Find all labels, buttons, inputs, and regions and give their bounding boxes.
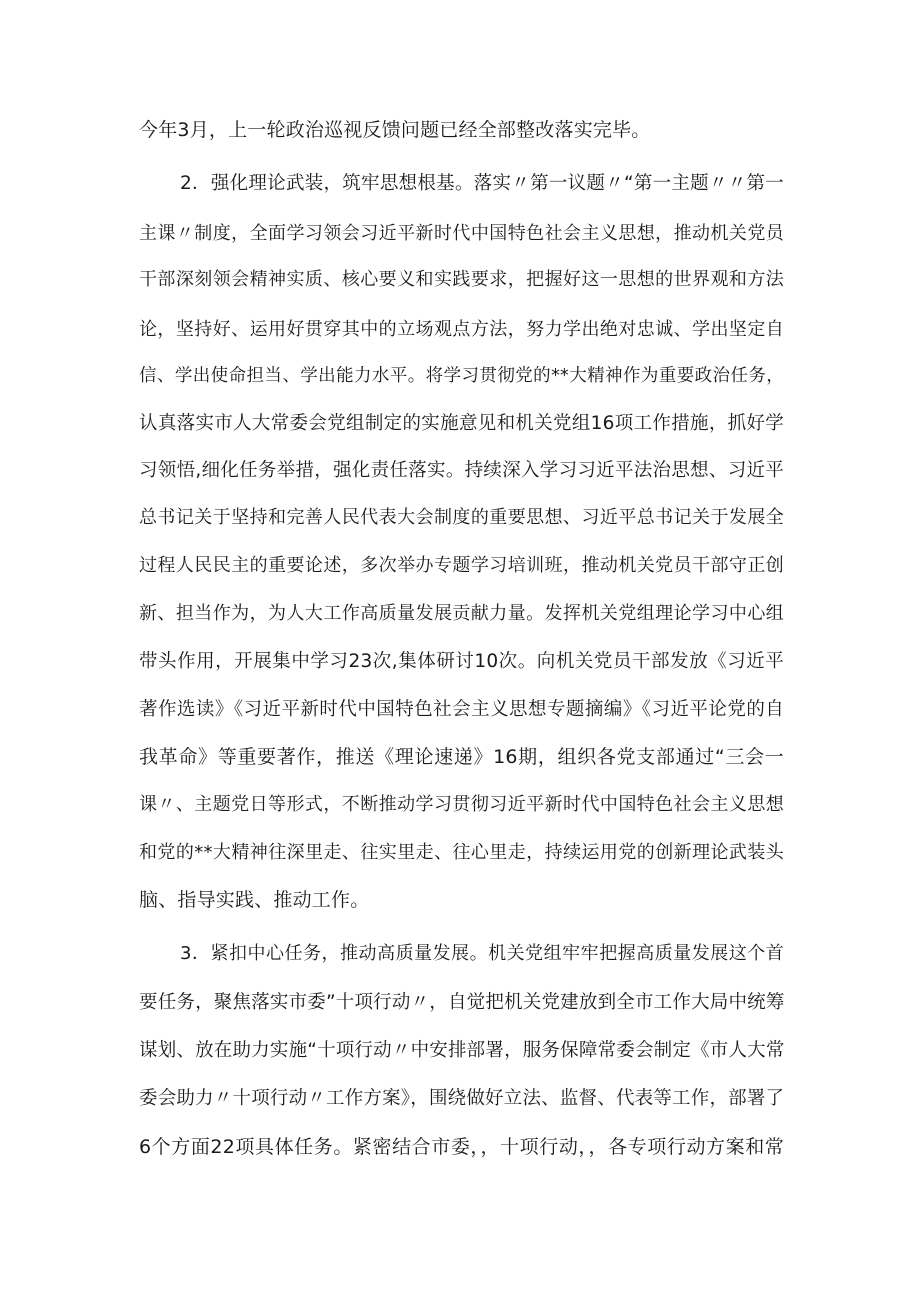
paragraph-3-line-2: 要任务，聚焦落实市委”十项行动〃，自觉把机关党建放到全市工作大局中统筹 [139, 992, 785, 1013]
paragraph-2-line-14: 课〃、主题党日等形式，不断推动学习贯彻习近平新时代中国特色社会主义思想 [139, 794, 784, 815]
paragraph-2-line-11: 带头作用，开展集中学习23次,集体研讨10次。向机关党员干部发放《习近平 [139, 651, 784, 672]
paragraph-3-line-4: 委会助力〃十项行动〃工作方案》，围绕做好立法、监督、代表等工作，部署了 [139, 1088, 785, 1109]
paragraph-2-line-2: 主课〃制度，全面学习领会习近平新时代中国特色社会主义思想，推动机关党员 [139, 223, 784, 244]
paragraph-2-line-4: 论，坚持好、运用好贯穿其中的立场观点方法，努力学出绝对忠诚、学出坚定自 [139, 319, 784, 340]
paragraph-3-line-3: 谋划、放在助力实施“十项行动〃中安排部署，服务保障常委会制定《市人大常 [139, 1040, 785, 1061]
paragraph-2-line-13: 我革命》等重要著作，推送《理论速递》16期，组织各党支部通过“三会一 [139, 746, 784, 768]
paragraph-2-line-6: 认真落实市人大常委会党组制定的实施意见和机关党组16项工作措施，抓好学 [139, 413, 784, 434]
paragraph-2-line-8: 总书记关于坚持和完善人民代表大会制度的重要思想、习近平总书记关于发展全 [139, 507, 784, 528]
paragraph-2-line-10: 新、担当作为，为人大工作高质量发展贡献力量。发挥机关党组理论学习中心组 [139, 603, 784, 624]
paragraph-2-line-15: 和党的**大精神往深里走、往实里走、往心里走，持续运用党的创新理论武装头 [139, 842, 784, 863]
paragraph-2-line-5: 信、学出使命担当、学出能力水平。将学习贯彻党的**大精神作为重要政治任务， [139, 366, 784, 386]
paragraph-2-line-12: 著作选读》《习近平新时代中国特色社会主义思想专题摘编》《习近平论党的自 [139, 699, 784, 720]
paragraph-3-line-1: 3．紧扣中心任务，推动高质量发展。机关党组牢牢把握高质量发展这个首 [180, 943, 784, 964]
paragraph-2-line-7: 习领悟,细化任务举措，强化责任落实。持续深入学习习近平法治思想、习近平 [139, 460, 784, 481]
paragraph-2-line-9: 过程人民民主的重要论述，多次举办专题学习培训班，推动机关党员干部守正创 [139, 555, 784, 576]
paragraph-3-line-5: 6个方面22项具体任务。紧密结合市委，，十项行动，，各专项行动方案和常 [139, 1136, 784, 1158]
paragraph-2-line-3: 干部深刻领会精神实质、核心要义和实践要求，把握好这一思想的世界观和方法 [139, 269, 784, 290]
paragraph-2-line-1: 2．强化理论武装，筑牢思想根基。落实〃第一议题〃“第一主题〃〃第一 [180, 173, 784, 194]
paragraph-continued-line-1: 今年3月，上一轮政治巡视反馈问题已经全部整改落实完毕。 [139, 119, 651, 141]
paragraph-2-line-16: 脑、指导实践、推动工作。 [139, 889, 370, 911]
